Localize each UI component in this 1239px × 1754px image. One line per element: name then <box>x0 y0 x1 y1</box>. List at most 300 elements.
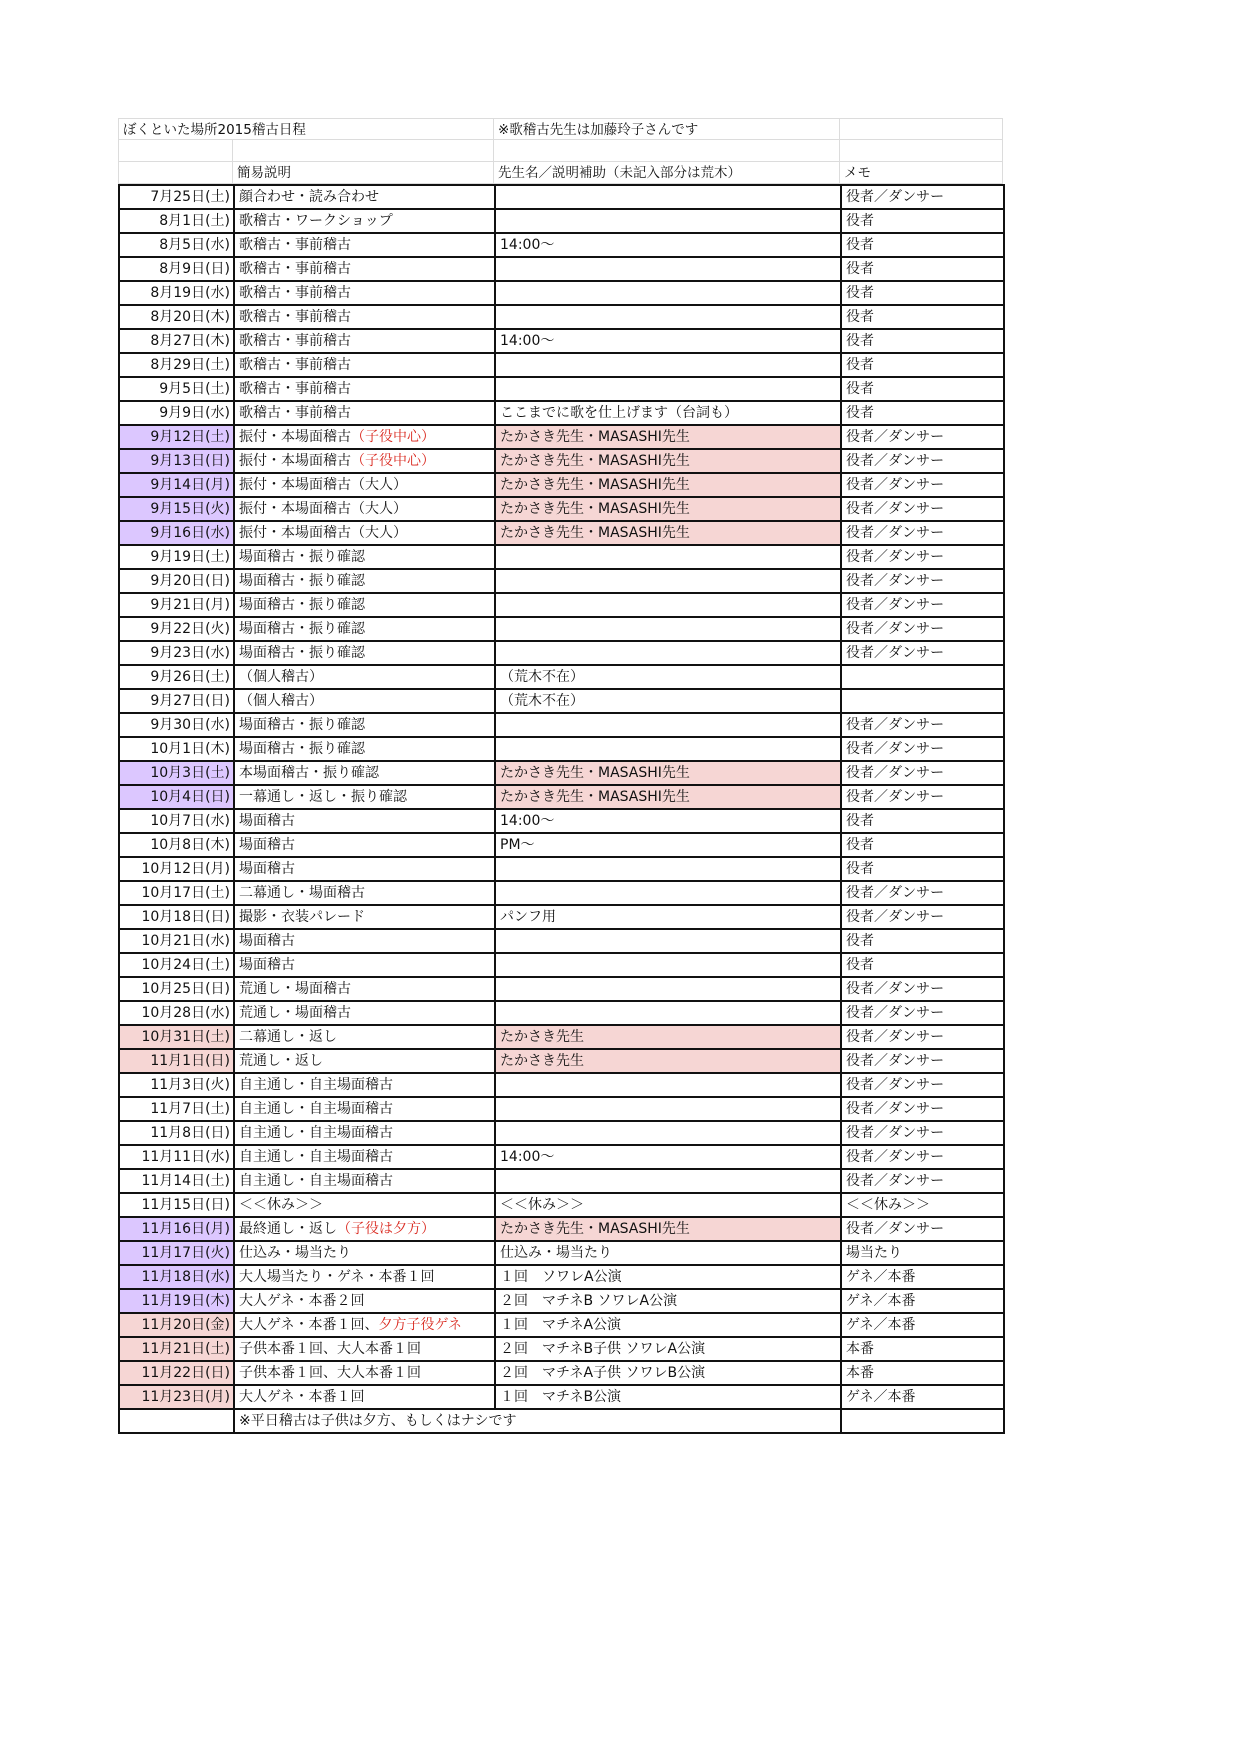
description-text: 一幕通し・返し・振り確認 <box>239 789 407 805</box>
teacher-cell <box>495 857 841 881</box>
date-cell: 10月1日(木) <box>119 737 234 761</box>
schedule-row <box>119 953 1004 977</box>
description-cell <box>234 857 495 881</box>
memo-cell: 役者／ダンサー <box>841 1025 1004 1049</box>
teacher-cell <box>495 641 841 665</box>
memo-cell: 役者／ダンサー <box>841 497 1004 521</box>
description-cell <box>234 1241 495 1265</box>
date-cell: 11月15日(日) <box>119 1193 234 1217</box>
date-cell: 10月18日(日) <box>119 905 234 929</box>
teacher-cell: ２回 マチネB子供 ソワレA公演 <box>495 1337 841 1361</box>
description-text: 自主通し・自主場面稽古 <box>239 1173 393 1189</box>
schedule-row <box>119 233 1004 257</box>
memo-cell: 役者 <box>841 305 1004 329</box>
description-cell <box>234 833 495 857</box>
memo-cell: 本番 <box>841 1361 1004 1385</box>
teacher-cell <box>495 1121 841 1145</box>
teacher-cell: １回 マチネA公演 <box>495 1313 841 1337</box>
memo-cell: 役者 <box>841 377 1004 401</box>
date-cell: 10月25日(日) <box>119 977 234 1001</box>
schedule-row <box>119 1001 1004 1025</box>
date-cell: 11月17日(火) <box>119 1241 234 1265</box>
description-text: 振付・本場面稽古 <box>239 429 351 445</box>
teacher-cell: 14:00〜 <box>495 233 841 257</box>
teacher-cell <box>495 281 841 305</box>
footer-row <box>119 1409 1004 1433</box>
date-cell: 9月15日(火) <box>119 497 234 521</box>
schedule-row <box>119 617 1004 641</box>
description-text: 大人場当たり・ゲネ・本番１回 <box>239 1269 435 1285</box>
description-text: 場面稽古・振り確認 <box>239 741 365 757</box>
date-cell: 11月20日(金) <box>119 1313 234 1337</box>
description-red-note: 夕方子役ゲネ <box>378 1317 462 1333</box>
date-cell: 11月16日(月) <box>119 1217 234 1241</box>
schedule-row <box>119 929 1004 953</box>
teacher-cell <box>495 1001 841 1025</box>
teacher-cell: 14:00〜 <box>495 1145 841 1169</box>
teacher-cell <box>495 929 841 953</box>
teacher-cell <box>495 881 841 905</box>
date-cell: 8月20日(木) <box>119 305 234 329</box>
description-cell <box>234 905 495 929</box>
date-cell: 9月22日(火) <box>119 617 234 641</box>
description-cell <box>234 1121 495 1145</box>
date-cell: 9月19日(土) <box>119 545 234 569</box>
teacher-cell <box>495 1169 841 1193</box>
description-text: （個人稽古） <box>239 669 323 685</box>
teacher-cell: ここまでに歌を仕上げます（台詞も） <box>495 401 841 425</box>
memo-cell: 役者 <box>841 353 1004 377</box>
memo-cell: 役者／ダンサー <box>841 905 1004 929</box>
memo-cell: 役者／ダンサー <box>841 1049 1004 1073</box>
memo-cell: 役者／ダンサー <box>841 785 1004 809</box>
description-text: 場面稽古・振り確認 <box>239 573 365 589</box>
schedule-row <box>119 545 1004 569</box>
memo-cell: 役者／ダンサー <box>841 521 1004 545</box>
memo-cell: 役者 <box>841 209 1004 233</box>
description-text: 自主通し・自主場面稽古 <box>239 1149 393 1165</box>
description-text: 仕込み・場当たり <box>239 1245 351 1261</box>
schedule-row <box>119 1121 1004 1145</box>
schedule-row <box>119 1313 1004 1337</box>
teacher-cell: たかさき先生・MASASHI先生 <box>495 497 841 521</box>
description-cell <box>234 1001 495 1025</box>
memo-cell: 役者／ダンサー <box>841 545 1004 569</box>
schedule-row <box>119 785 1004 809</box>
memo-cell: 役者／ダンサー <box>841 473 1004 497</box>
schedule-row <box>119 257 1004 281</box>
schedule-row <box>119 209 1004 233</box>
memo-cell <box>841 689 1004 713</box>
description-cell <box>234 1217 495 1241</box>
teacher-cell: ２回 マチネB ソワレA公演 <box>495 1289 841 1313</box>
description-text: 場面稽古 <box>239 837 295 853</box>
description-cell <box>234 545 495 569</box>
date-cell: 11月3日(火) <box>119 1073 234 1097</box>
schedule-row <box>119 329 1004 353</box>
teacher-cell <box>495 953 841 977</box>
memo-cell: 役者 <box>841 929 1004 953</box>
schedule-row <box>119 1385 1004 1409</box>
date-cell: 9月9日(水) <box>119 401 234 425</box>
schedule-row <box>119 977 1004 1001</box>
schedule-row <box>119 857 1004 881</box>
description-text: 場面稽古・振り確認 <box>239 717 365 733</box>
description-cell <box>234 401 495 425</box>
description-cell <box>234 281 495 305</box>
teacher-cell <box>495 209 841 233</box>
description-cell <box>234 305 495 329</box>
memo-cell: 役者 <box>841 233 1004 257</box>
schedule-row <box>119 569 1004 593</box>
description-cell <box>234 1097 495 1121</box>
teacher-cell: たかさき先生・MASASHI先生 <box>495 1217 841 1241</box>
memo-cell: 役者／ダンサー <box>841 1001 1004 1025</box>
teacher-cell: PM〜 <box>495 833 841 857</box>
column-header-row <box>118 162 1003 184</box>
date-cell: 10月17日(土) <box>119 881 234 905</box>
header-teacher: 先生名／説明補助（未記入部分は荒木） <box>494 162 840 184</box>
description-cell <box>234 977 495 1001</box>
description-text: 子供本番１回、大人本番１回 <box>239 1365 421 1381</box>
memo-cell: 役者／ダンサー <box>841 977 1004 1001</box>
schedule-row <box>119 761 1004 785</box>
schedule-row <box>119 833 1004 857</box>
teacher-cell: たかさき先生・MASASHI先生 <box>495 473 841 497</box>
description-cell <box>234 257 495 281</box>
description-text: 荒通し・場面稽古 <box>239 1005 351 1021</box>
memo-cell: 役者／ダンサー <box>841 1217 1004 1241</box>
description-text: 歌稽古・事前稽古 <box>239 237 351 253</box>
teacher-cell <box>495 185 841 209</box>
teacher-cell: たかさき先生 <box>495 1025 841 1049</box>
teacher-cell: たかさき先生 <box>495 1049 841 1073</box>
date-cell: 10月3日(土) <box>119 761 234 785</box>
schedule-row <box>119 593 1004 617</box>
description-red-note: （子役は夕方） <box>337 1221 435 1237</box>
memo-cell: 役者 <box>841 857 1004 881</box>
description-cell <box>234 377 495 401</box>
teacher-cell <box>495 737 841 761</box>
description-cell <box>234 1337 495 1361</box>
date-cell: 11月22日(日) <box>119 1361 234 1385</box>
description-text: 顔合わせ・読み合わせ <box>239 189 379 205</box>
teacher-cell <box>495 713 841 737</box>
date-cell: 9月12日(土) <box>119 425 234 449</box>
schedule-row <box>119 713 1004 737</box>
description-text: 歌稽古・ワークショップ <box>239 213 393 229</box>
teacher-cell: パンフ用 <box>495 905 841 929</box>
description-cell <box>234 1049 495 1073</box>
schedule-row <box>119 1337 1004 1361</box>
schedule-row <box>119 1289 1004 1313</box>
description-cell <box>234 1361 495 1385</box>
description-text: 歌稽古・事前稽古 <box>239 309 351 325</box>
description-text: ＜＜休み＞＞ <box>239 1197 323 1213</box>
schedule-row <box>119 1217 1004 1241</box>
memo-cell: 役者／ダンサー <box>841 617 1004 641</box>
date-cell: 9月21日(月) <box>119 593 234 617</box>
teacher-cell: たかさき先生・MASASHI先生 <box>495 761 841 785</box>
description-cell <box>234 1169 495 1193</box>
schedule-row <box>119 1241 1004 1265</box>
teacher-cell: たかさき先生・MASASHI先生 <box>495 785 841 809</box>
teacher-cell: （荒木不在） <box>495 665 841 689</box>
description-text: 場面稽古・振り確認 <box>239 597 365 613</box>
footer-note: ※平日稽古は子供は夕方、もしくはナシです <box>234 1409 841 1433</box>
description-cell <box>234 1193 495 1217</box>
memo-cell: 本番 <box>841 1337 1004 1361</box>
date-cell: 8月27日(木) <box>119 329 234 353</box>
description-text: 子供本番１回、大人本番１回 <box>239 1341 421 1357</box>
description-cell <box>234 785 495 809</box>
description-cell <box>234 1313 495 1337</box>
title-note: ※歌稽古先生は加藤玲子さんです <box>494 118 840 140</box>
description-text: 場面稽古 <box>239 813 295 829</box>
schedule-row <box>119 521 1004 545</box>
date-cell: 11月14日(土) <box>119 1169 234 1193</box>
description-cell <box>234 761 495 785</box>
memo-cell: 役者／ダンサー <box>841 761 1004 785</box>
teacher-cell <box>495 257 841 281</box>
description-cell <box>234 953 495 977</box>
schedule-row <box>119 1073 1004 1097</box>
date-cell: 10月4日(日) <box>119 785 234 809</box>
memo-cell: 役者 <box>841 401 1004 425</box>
description-text: 歌稽古・事前稽古 <box>239 357 351 373</box>
schedule-table <box>118 184 1005 1434</box>
memo-cell: 役者／ダンサー <box>841 185 1004 209</box>
description-text: （個人稽古） <box>239 693 323 709</box>
date-cell: 9月27日(日) <box>119 689 234 713</box>
schedule-row <box>119 425 1004 449</box>
description-cell <box>234 929 495 953</box>
description-cell <box>234 521 495 545</box>
teacher-cell: １回 ソワレA公演 <box>495 1265 841 1289</box>
memo-cell <box>841 665 1004 689</box>
date-cell: 10月7日(水) <box>119 809 234 833</box>
date-cell: 11月7日(土) <box>119 1097 234 1121</box>
description-text: 大人ゲネ・本番１回 <box>239 1389 365 1405</box>
memo-cell: 役者 <box>841 953 1004 977</box>
memo-cell: 役者／ダンサー <box>841 1145 1004 1169</box>
description-cell <box>234 689 495 713</box>
schedule-row <box>119 473 1004 497</box>
memo-cell: 役者 <box>841 257 1004 281</box>
header-description: 簡易説明 <box>233 162 494 184</box>
date-cell: 9月5日(土) <box>119 377 234 401</box>
date-cell: 8月1日(土) <box>119 209 234 233</box>
description-text: 自主通し・自主場面稽古 <box>239 1101 393 1117</box>
description-text: 歌稽古・事前稽古 <box>239 285 351 301</box>
schedule-row <box>119 377 1004 401</box>
schedule-row <box>119 401 1004 425</box>
description-text: 場面稽古・振り確認 <box>239 621 365 637</box>
date-cell: 10月21日(水) <box>119 929 234 953</box>
teacher-cell: １回 マチネB公演 <box>495 1385 841 1409</box>
date-cell: 9月23日(水) <box>119 641 234 665</box>
teacher-cell <box>495 1097 841 1121</box>
description-cell <box>234 329 495 353</box>
date-cell: 10月12日(月) <box>119 857 234 881</box>
description-cell <box>234 713 495 737</box>
date-cell: 11月19日(木) <box>119 1289 234 1313</box>
teacher-cell <box>495 377 841 401</box>
description-text: 自主通し・自主場面稽古 <box>239 1125 393 1141</box>
teacher-cell <box>495 977 841 1001</box>
date-cell: 9月20日(日) <box>119 569 234 593</box>
schedule-row <box>119 305 1004 329</box>
description-red-note: （子役中心） <box>351 453 435 469</box>
description-cell <box>234 497 495 521</box>
date-cell: 8月29日(土) <box>119 353 234 377</box>
memo-cell: 役者／ダンサー <box>841 569 1004 593</box>
schedule-row <box>119 449 1004 473</box>
description-cell <box>234 233 495 257</box>
memo-cell: 役者／ダンサー <box>841 593 1004 617</box>
description-cell <box>234 593 495 617</box>
date-cell: 9月14日(月) <box>119 473 234 497</box>
teacher-cell: たかさき先生・MASASHI先生 <box>495 521 841 545</box>
memo-cell: 役者／ダンサー <box>841 713 1004 737</box>
date-cell: 8月5日(水) <box>119 233 234 257</box>
description-cell <box>234 665 495 689</box>
description-text: 場面稽古・振り確認 <box>239 549 365 565</box>
date-cell: 11月18日(水) <box>119 1265 234 1289</box>
date-cell: 11月1日(日) <box>119 1049 234 1073</box>
description-cell <box>234 1385 495 1409</box>
description-cell <box>234 617 495 641</box>
description-red-note: （子役中心） <box>351 429 435 445</box>
schedule-row <box>119 1265 1004 1289</box>
description-cell <box>234 881 495 905</box>
memo-cell: ゲネ／本番 <box>841 1265 1004 1289</box>
memo-cell: 役者 <box>841 281 1004 305</box>
description-text: 歌稽古・事前稽古 <box>239 381 351 397</box>
schedule-row <box>119 905 1004 929</box>
memo-cell: 役者 <box>841 809 1004 833</box>
memo-cell: ＜＜休み＞＞ <box>841 1193 1004 1217</box>
description-text: 歌稽古・事前稽古 <box>239 405 351 421</box>
description-text: 撮影・衣装パレード <box>239 909 365 925</box>
teacher-cell: たかさき先生・MASASHI先生 <box>495 425 841 449</box>
description-cell <box>234 1265 495 1289</box>
description-text: 場面稽古 <box>239 933 295 949</box>
memo-cell: 役者／ダンサー <box>841 1121 1004 1145</box>
date-cell: 10月8日(木) <box>119 833 234 857</box>
schedule-row <box>119 1169 1004 1193</box>
description-text: 大人ゲネ・本番２回 <box>239 1293 365 1309</box>
description-text: 大人ゲネ・本番１回、 <box>239 1317 379 1333</box>
description-cell <box>234 185 495 209</box>
schedule-body <box>119 185 1004 1409</box>
description-text: 歌稽古・事前稽古 <box>239 261 351 277</box>
memo-cell: ゲネ／本番 <box>841 1289 1004 1313</box>
memo-cell: 役者／ダンサー <box>841 881 1004 905</box>
memo-cell: ゲネ／本番 <box>841 1313 1004 1337</box>
schedule-row <box>119 665 1004 689</box>
description-cell <box>234 473 495 497</box>
description-cell <box>234 1145 495 1169</box>
description-text: 振付・本場面稽古（大人） <box>239 501 407 517</box>
description-cell <box>234 449 495 473</box>
date-cell: 9月26日(土) <box>119 665 234 689</box>
description-cell <box>234 425 495 449</box>
memo-cell: 役者 <box>841 329 1004 353</box>
memo-cell: 役者／ダンサー <box>841 425 1004 449</box>
description-cell <box>234 1073 495 1097</box>
teacher-cell <box>495 617 841 641</box>
teacher-cell <box>495 353 841 377</box>
schedule-row <box>119 353 1004 377</box>
schedule-row <box>119 809 1004 833</box>
schedule-sheet <box>118 118 1003 1434</box>
memo-cell: 役者／ダンサー <box>841 449 1004 473</box>
memo-cell: 役者／ダンサー <box>841 737 1004 761</box>
date-cell: 10月24日(土) <box>119 953 234 977</box>
description-text: 最終通し・返し <box>239 1221 337 1237</box>
date-cell: 11月21日(土) <box>119 1337 234 1361</box>
teacher-cell: 14:00〜 <box>495 329 841 353</box>
teacher-cell: 14:00〜 <box>495 809 841 833</box>
description-text: 振付・本場面稽古 <box>239 453 351 469</box>
schedule-row <box>119 737 1004 761</box>
title-empty-cell <box>840 118 1003 140</box>
title-row <box>118 118 1003 140</box>
description-text: 振付・本場面稽古（大人） <box>239 477 407 493</box>
schedule-row <box>119 1049 1004 1073</box>
schedule-row <box>119 281 1004 305</box>
teacher-cell <box>495 305 841 329</box>
date-cell: 9月16日(水) <box>119 521 234 545</box>
memo-cell: 役者／ダンサー <box>841 1169 1004 1193</box>
schedule-row <box>119 1193 1004 1217</box>
description-cell <box>234 1025 495 1049</box>
teacher-cell <box>495 1073 841 1097</box>
memo-cell: 役者／ダンサー <box>841 641 1004 665</box>
description-cell <box>234 809 495 833</box>
description-cell <box>234 737 495 761</box>
teacher-cell <box>495 545 841 569</box>
description-text: 場面稽古 <box>239 957 295 973</box>
date-cell: 11月11日(水) <box>119 1145 234 1169</box>
description-text: 荒通し・場面稽古 <box>239 981 351 997</box>
description-text: 本場面稽古・振り確認 <box>239 765 379 781</box>
schedule-row <box>119 497 1004 521</box>
date-cell: 11月8日(日) <box>119 1121 234 1145</box>
schedule-row <box>119 1145 1004 1169</box>
schedule-row <box>119 689 1004 713</box>
teacher-cell: ＜＜休み＞＞ <box>495 1193 841 1217</box>
date-cell: 10月31日(土) <box>119 1025 234 1049</box>
teacher-cell: 仕込み・場当たり <box>495 1241 841 1265</box>
description-text: 二幕通し・返し <box>239 1029 337 1045</box>
date-cell: 10月28日(水) <box>119 1001 234 1025</box>
memo-cell: 場当たり <box>841 1241 1004 1265</box>
schedule-row <box>119 881 1004 905</box>
description-text: 二幕通し・場面稽古 <box>239 885 365 901</box>
date-cell: 8月9日(日) <box>119 257 234 281</box>
schedule-row <box>119 1025 1004 1049</box>
schedule-row <box>119 1361 1004 1385</box>
schedule-row <box>119 185 1004 209</box>
description-cell <box>234 641 495 665</box>
description-text: 歌稽古・事前稽古 <box>239 333 351 349</box>
description-text: 荒通し・返し <box>239 1053 323 1069</box>
teacher-cell: たかさき先生・MASASHI先生 <box>495 449 841 473</box>
date-cell: 9月13日(日) <box>119 449 234 473</box>
teacher-cell: （荒木不在） <box>495 689 841 713</box>
